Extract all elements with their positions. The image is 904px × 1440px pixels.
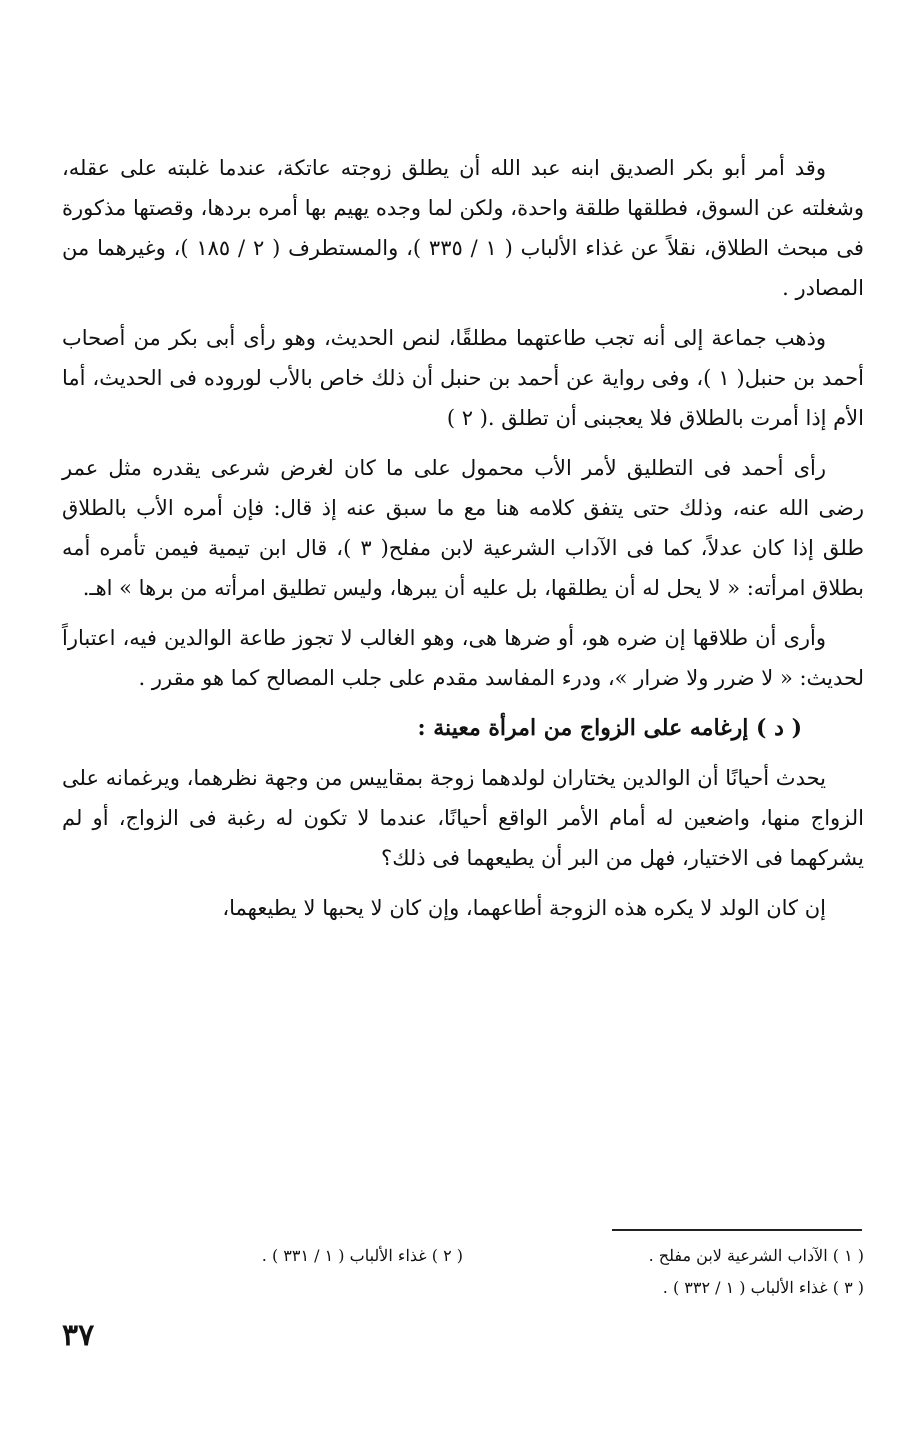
- paragraph-3: رأى أحمد فى التطليق لأمر الأب محمول على ما كان لغرض شرعى يقدره مثل عمر رضى الله عنه، وذلك حتى يتفق كلامه هنا مع ما سبق عنه إذ قال: فإن أمره الأب بالطلاق طلق إذا كان عدلاً، كما فى الآداب الشرعية لابن مفلح( ٣ )، قال ابن تيمية فيمن تأمره أمه بطلاق امرأته: « لا يحل له أن يطلقها، بل عليه أن يبرها، وليس تطليق امرأته من برها » اهـ.: [62, 456, 865, 600]
- footnote-2: ( ٢ ) غذاء الألباب ( ١ / ٣٣١ ) .: [261, 1246, 463, 1265]
- paragraph-1: وقد أمر أبو بكر الصديق ابنه عبد الله أن يطلق زوجته عاتكة، عندما غلبته على عقله، وشغلته عن السوق، فطلقها طلقة واحدة، ولكن لما وجده يهيم بها أمره بردها، وقصتها مذكورة فى مبحث الطلاق، نقلاً عن غذاء الألباب ( ١ / ٣٣٥ )، والمستطرف ( ٢ / ١٨٥ )، وغيرهما من المصادر .: [62, 156, 864, 300]
- page-number: ٣٧: [62, 1318, 95, 1353]
- paragraph-6: إن كان الولد لا يكره هذه الزوجة أطاعهما، وإن كان لا يحبها لا يطيعهما،: [222, 896, 826, 920]
- footnote-row: [62, 1272, 864, 1304]
- paragraph-4: وأرى أن طلاقها إن ضره هو، أو ضرها هى، وهو الغالب لا تجوز طاعة الوالدين فيه، اعتباراً لحديث: « لا ضرر ولا ضرار »، ودرء المفاسد مقدم على جلب المصالح كما هو مقرر .: [62, 626, 864, 690]
- footnote-1: ( ١ ) الآداب الشرعية لابن مفلح .: [648, 1246, 864, 1265]
- footnotes: [62, 1240, 864, 1304]
- main-text: [62, 148, 864, 938]
- footnote-row: [62, 1240, 864, 1272]
- section-heading: ( د ) إرغامه على الزواج من امرأة معينة :: [417, 715, 802, 741]
- paragraph-5: يحدث أحيانًا أن الوالدين يختاران لولدهما زوجة بمقاييس من وجهة نظرهما، ويرغمانه على الزواج منها، واضعين له أمام الأمر الواقع أحيانًا، عندما لا تكون له رغبة فى الزواج، أو لم يشركهما فى الاختيار، فهل من البر أن يطيعهما فى ذلك؟: [62, 766, 864, 870]
- footnote-3: ( ٣ ) غذاء الألباب ( ١ / ٣٣٢ ) .: [662, 1278, 864, 1297]
- footnote-divider: [612, 1229, 862, 1231]
- paragraph-2: وذهب جماعة إلى أنه تجب طاعتهما مطلقًا، لنص الحديث، وهو رأى أبى بكر من أصحاب أحمد بن حنبل( ١ )، وفى رواية عن أحمد بن حنبل أن ذلك خاص بالأب لوروده فى الحديث، أما الأم إذا أمرت بالطلاق فلا يعجبنى أن تطلق .( ٢ ): [62, 326, 864, 430]
